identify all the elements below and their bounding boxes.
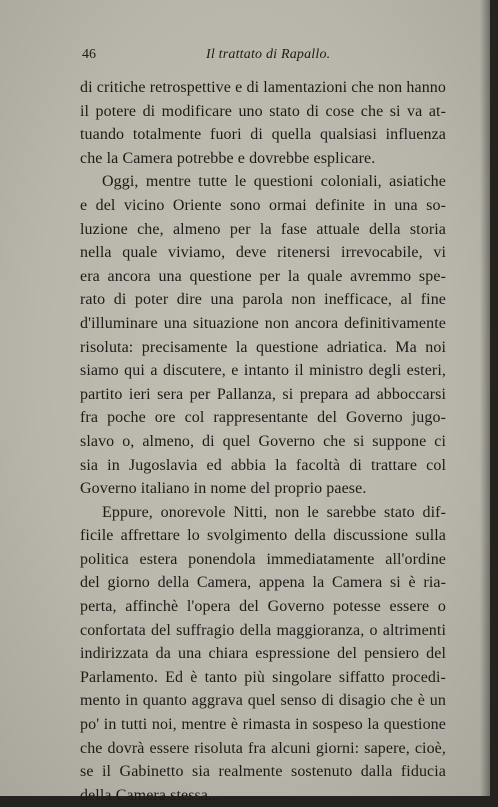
text-line: il potere di modificare uno stato di cose che si va at- — [80, 102, 446, 120]
text-line: politica estera ponendola immediatamente all'ordine — [80, 550, 446, 568]
text-line: d'illuminare una situazione non ancora definitivamente — [80, 314, 446, 332]
text-line: rato di poter dire una parola non inefficace, al fine — [80, 291, 446, 309]
text-line: ficile affrettare lo svolgimento della discussione sulla — [80, 527, 446, 545]
text-line: del giorno della Camera, appena la Camera si è ria- — [80, 574, 446, 592]
text-line: nella quale viviamo, deve ritenersi irrevocabile, vi — [80, 244, 446, 262]
page-header — [82, 47, 444, 67]
text-line: fra poche ore col rappresentante del Governo jugo- — [80, 409, 446, 427]
text-line: siamo qui a discutere, e intanto il ministro degli esteri, — [80, 362, 446, 380]
page-number: 46 — [82, 47, 96, 62]
text-line: sia in Jugoslavia ed abbia la facoltà di trattare col — [80, 456, 446, 474]
text-line: che dovrà essere risoluta fra alcuni giorni: sapere, cioè, — [80, 739, 446, 757]
text-line: era ancora una questione per la quale avremmo spe- — [80, 267, 446, 285]
text-line: partito ieri sera per Pallanza, si prepara ad abboccarsi — [80, 385, 446, 403]
text-line: perta, affinchè l'opera del Governo potesse essere o — [80, 598, 446, 616]
text-line: Governo italiano in nome del proprio paese. — [80, 480, 367, 498]
text-line: confortata del suffragio della maggioranza, o altrimenti — [80, 621, 446, 639]
text-line: Eppure, onorevole Nitti, non le sarebbe stato dif- — [102, 503, 446, 521]
text-line: luzione che, almeno per la fase attuale della storia — [80, 220, 446, 238]
text-line: tuando totalmente fuori di quella qualsiasi influenza — [80, 126, 446, 144]
text-line: di critiche retrospettive e di lamentazioni che non hanno — [80, 79, 446, 96]
text-line: indirizzata da una chiara espressione del pensiero del — [80, 645, 446, 663]
running-title: Il trattato di Rapallo. — [206, 47, 331, 62]
text-line: slavo o, almeno, di quel Governo che si suppone ci — [80, 432, 446, 450]
text-line: po' in tutti noi, mentre è rimasta in sospeso la questione — [80, 716, 446, 734]
text-line: Oggi, mentre tutte le questioni coloniali, asiatiche — [102, 173, 446, 191]
body-text — [80, 76, 446, 807]
page-edge-shadow — [480, 0, 490, 796]
text-line: se il Gabinetto sia realmente sostenuto dalla fiducia — [80, 763, 446, 781]
text-line: Parlamento. Ed è tanto più singolare siffatto procedi- — [80, 668, 446, 686]
text-line: della Camera stessa... — [80, 786, 221, 804]
text-line: che la Camera potrebbe e dovrebbe esplicare. — [80, 149, 376, 167]
text-line: risoluta: precisamente la questione adriatica. Ma noi — [80, 338, 446, 356]
text-line: mento in quanto aggrava quel senso di disagio che è un — [80, 692, 446, 710]
text-line: e del vicino Oriente sono ormai definite in una so- — [80, 196, 446, 214]
